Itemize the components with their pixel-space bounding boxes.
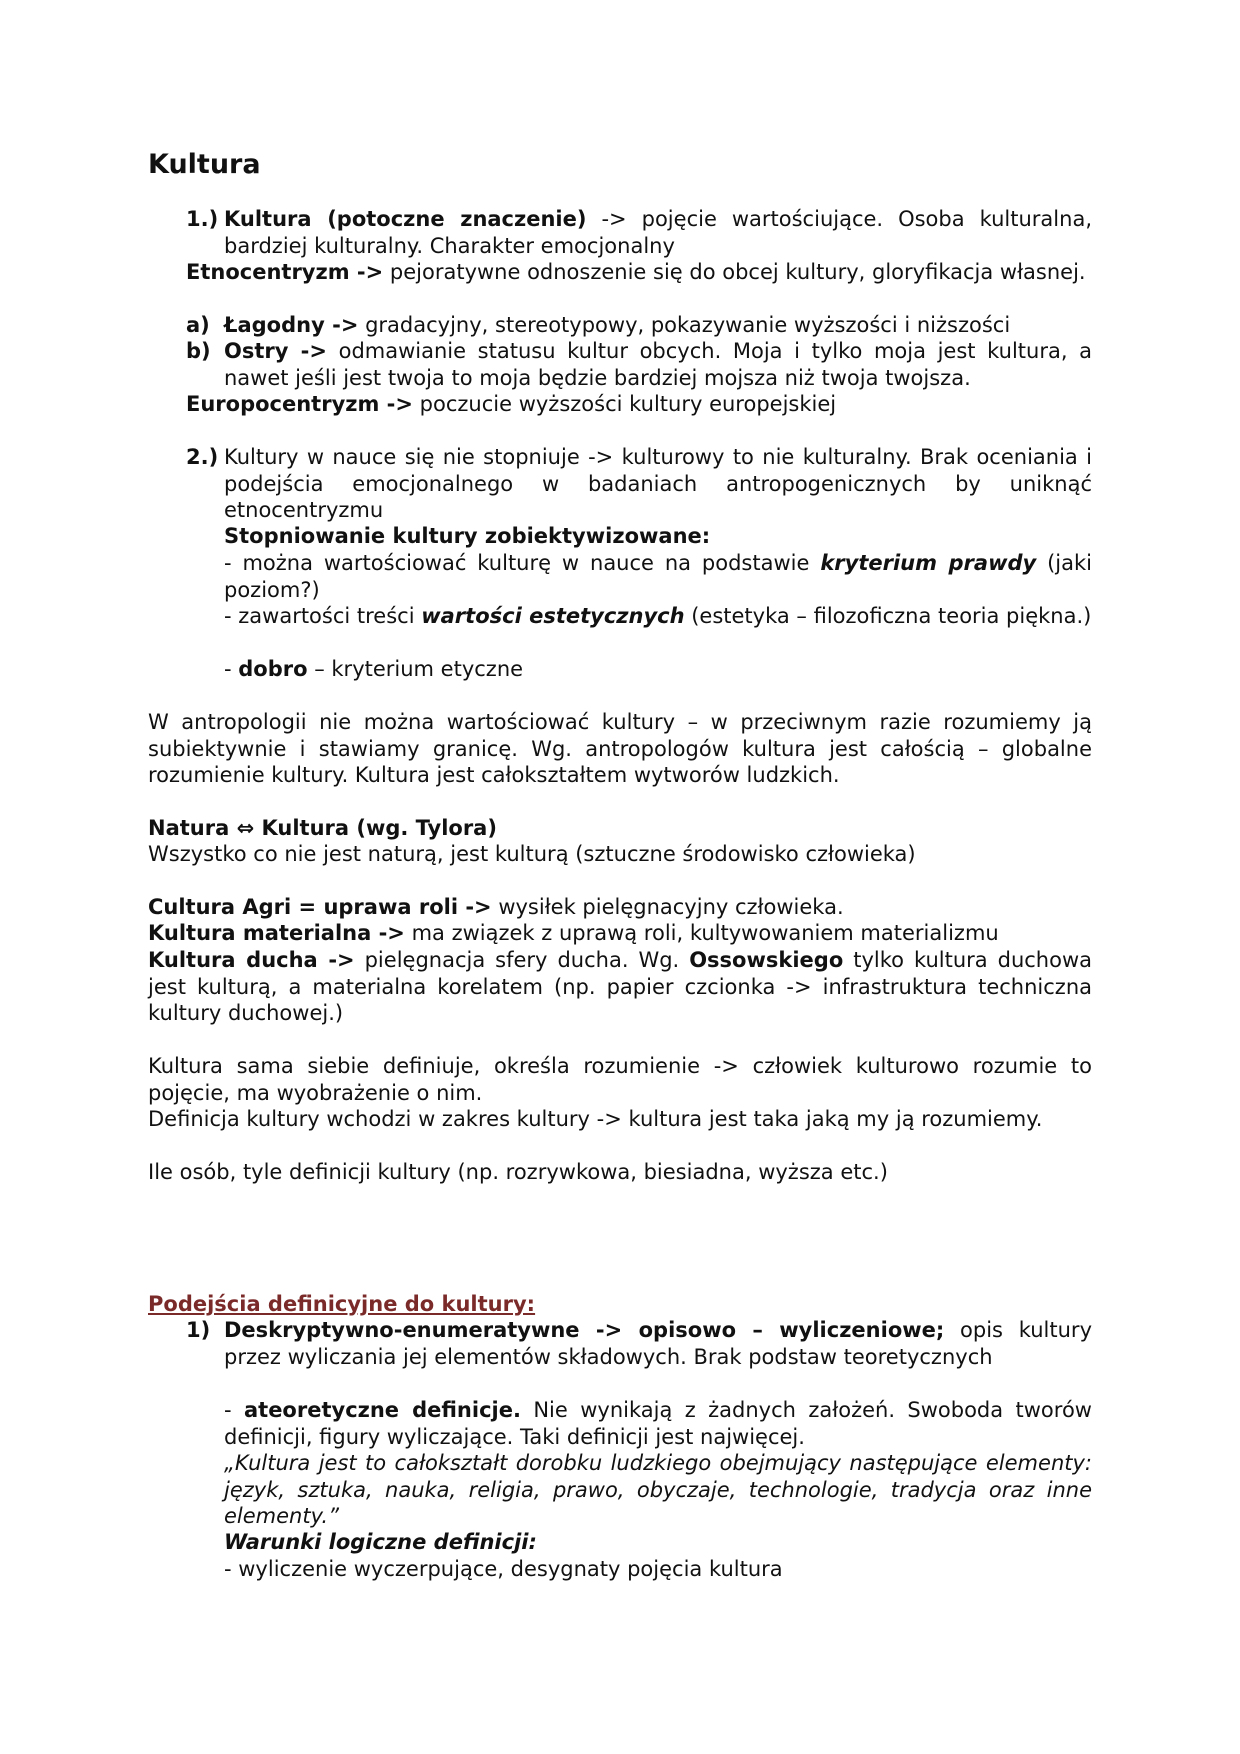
warunki-item-1: - wyliczenie wyczerpujące, desygnaty pojęcia kultura (224, 1557, 783, 1581)
bold-heading: Natura ⇔ Kultura (wg. Tylora) (148, 816, 497, 840)
text: tylko kultura duchowa jest kulturą, a materialna korelatem (np. papier czcionka -> infrastruktura techniczna kultury duchowej.) (148, 948, 1092, 1025)
criteria-item-3 (224, 656, 1092, 683)
bold-italic-heading: Warunki logiczne definicji: (224, 1530, 537, 1554)
text: Nie wynikają z żadnych założeń. Swoboda tworów definicji, figury wyliczające. Taki definicji jest najwięcej. (224, 1398, 1092, 1449)
natura-heading (148, 815, 1092, 842)
warunki-heading (224, 1529, 1092, 1556)
text: ma związek z uprawą roli, kultywowaniem materializmu (404, 921, 999, 945)
kultura-materialna (148, 920, 1092, 947)
section-1-text (224, 206, 1092, 259)
natura-text: Wszystko co nie jest naturą, jest kulturą (sztuczne środowisko człowieka) (148, 842, 916, 866)
ateoretyczne-item (224, 1397, 1092, 1450)
term-ateoretyczne: ateoretyczne definicje. (243, 1398, 521, 1422)
criteria-item-2 (224, 603, 1092, 630)
section-number: 1.) (186, 207, 219, 231)
definition-quote (224, 1450, 1092, 1530)
text: (jaki poziom?) (224, 551, 1092, 602)
text: - (224, 1398, 244, 1422)
section-number: 2.) (186, 445, 219, 469)
page-title: Kultura (148, 149, 261, 180)
text: gradacyjny, stereotypowy, pokazywanie wyższości i niższości (358, 313, 1011, 337)
term-dobro: dobro (238, 657, 308, 681)
cultura-agri (148, 894, 1092, 921)
kultura-ducha (148, 947, 1092, 1027)
section-number: 1) (186, 1318, 211, 1342)
text: (estetyka – filozoficzna teoria piękna.) (684, 604, 1092, 628)
term-europocentryzm: Europocentryzm -> (186, 392, 413, 416)
text: poczucie wyższości kultury europejskiej (413, 392, 837, 416)
term-kultura-ducha: Kultura ducha -> (148, 948, 355, 972)
definition-paragraph-3: Ile osób, tyle definicji kultury (np. rozrywkowa, biesiadna, wyższa etc.) (148, 1160, 888, 1184)
europocentryzm-paragraph (186, 391, 1092, 418)
text: - (224, 657, 239, 681)
term-deskryptywno-enumeratywne: Deskryptywno-enumeratywne -> opisowo – wyliczeniowe; (224, 1318, 945, 1342)
antropologia-paragraph: W antropologii nie można wartościować kultury – w przeciwnym razie rozumiemy ją subiektywnie i stawiamy granicę. Wg. antropologów kultura jest całością – globalne rozumienie kultury. Kultura jest całokształtem wytworów ludzkich. (148, 710, 1092, 787)
etnocentryzm-paragraph (186, 259, 1092, 286)
text: pejoratywne odnoszenie się do obcej kultury, gloryfikacja własnej. (383, 260, 1086, 284)
term-kultura-materialna: Kultura materialna -> (148, 921, 405, 945)
text: pielęgnacja sfery ducha. Wg. (354, 948, 690, 972)
definition-paragraph-2: Definicja kultury wchodzi w zakres kultury -> kultura jest taka jaką my ją rozumiemy. (148, 1107, 1043, 1131)
section-heading: Podejścia definicyjne do kultury: (148, 1292, 536, 1316)
bold-heading: Stopniowanie kultury zobiektywizowane: (224, 524, 711, 548)
text: – kryterium etyczne (307, 657, 524, 681)
quote-text: „Kultura jest to całokształt dorobku ludzkiego obejmujący następujące elementy: język, sztuka, nauka, religia, prawo, obyczaje, technologie, tradycja oraz inne elementy.” (224, 1451, 1092, 1528)
deskryptywno-item (224, 1317, 1092, 1370)
text: - zawartości treści (224, 604, 422, 628)
term-kryterium-prawdy: kryterium prawdy (820, 551, 1037, 575)
term-ossowskiego: Ossowskiego (689, 948, 844, 972)
term-kultura-potoczne: Kultura (potoczne znaczenie) (224, 207, 587, 231)
text: odmawianie statusu kultur obcych. Moja i tylko moja jest kultura, a nawet jeśli jest twoja to moja będzie bardziej mojsza niż twoja twojsza. (224, 339, 1092, 390)
term-lagodny: Łagodny -> (224, 313, 359, 337)
list-item-b (224, 338, 1092, 391)
text: wysiłek pielęgnacyjny człowieka. (491, 895, 844, 919)
text: -> pojęcie wartościujące. Osoba kulturalna, bardziej kulturalny. Charakter emocjonalny (224, 207, 1092, 258)
term-wartosci-estetyczne: wartości estetycznych (421, 604, 685, 628)
podejscia-heading (148, 1291, 1092, 1318)
definition-paragraph-1: Kultura sama siebie definiuje, określa rozumienie -> człowiek kulturowo rozumie to pojęcie, ma wyobrażenie o nim. (148, 1054, 1092, 1105)
text: - można wartościować kulturę w nauce na podstawie (224, 551, 821, 575)
list-label-a: a) (186, 313, 210, 337)
term-cultura-agri: Cultura Agri = uprawa roli -> (148, 895, 492, 919)
term-ostry: Ostry -> (224, 339, 327, 363)
list-label-b: b) (186, 339, 211, 363)
criteria-item-1 (224, 550, 1092, 603)
section-2-heading (224, 523, 1092, 550)
section-2-text: Kultury w nauce się nie stopniuje -> kulturowy to nie kulturalny. Brak oceniania i podejścia emocjonalnego w badaniach antropogenicznych by uniknąć etnocentryzmu (224, 445, 1092, 522)
list-item-a (224, 312, 1092, 339)
term-etnocentryzm: Etnocentryzm -> (186, 260, 384, 284)
text: opis kultury przez wyliczania jej elementów składowych. Brak podstaw teoretycznych (224, 1318, 1092, 1369)
